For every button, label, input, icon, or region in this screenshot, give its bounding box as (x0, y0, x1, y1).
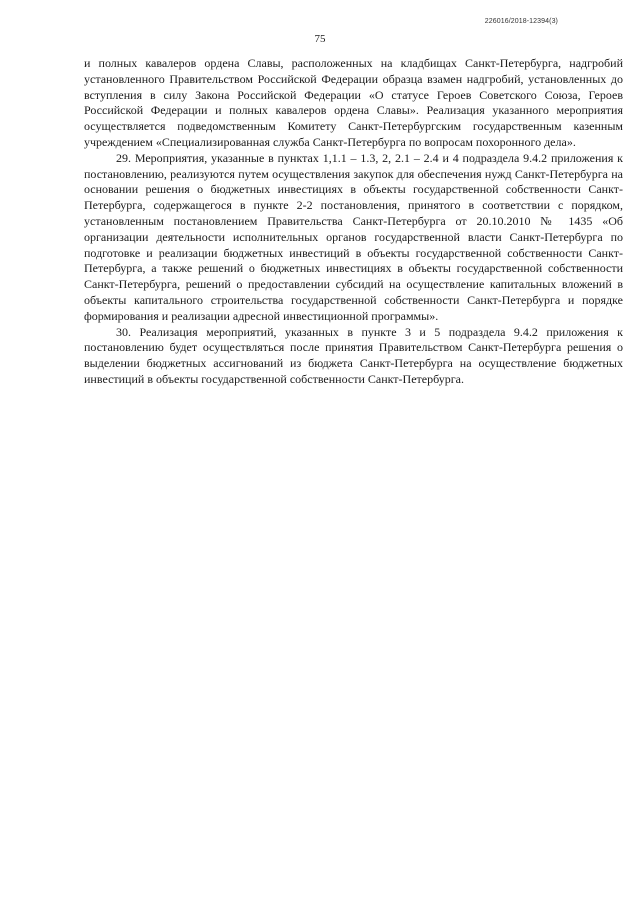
document-body (84, 56, 623, 388)
paragraph-continuation: и полных кавалеров ордена Славы, расположенных на кладбищах Санкт-Петербурга, надгробий установленного Правительством Российской Федерации образца взамен надгробий, установленных до вступления в силу Закона Российской Федерации «О статусе Героев Советского Союза, Героев Российской Федерации и полных кавалеров ордена Славы». Реализация указанного мероприятия осуществляется подведомственным Комитету Санкт-Петербургским государственным казенным учреждением «Специализированная служба Санкт-Петербурга по вопросам похоронного дела». (84, 56, 623, 149)
paragraph-29: 29. Мероприятия, указанные в пунктах 1,1.1 – 1.3, 2, 2.1 – 2.4 и 4 подраздела 9.4.2 приложения к постановлению, реализуются путем осуществления закупок для обеспечения нужд Санкт-Петербурга на основании решения о бюджетных инвестициях в объекты государственной собственности Санкт-Петербурга, содержащегося в пункте 2-2 постановления, принятого в соответствии с порядком, установленным постановлением Правительства Санкт-Петербурга от 20.10.2010 № 1435 «Об организации деятельности исполнительных органов государственной власти Санкт-Петербурга по подготовке и реализации бюджетных инвестиций в объекты государственной собственности Санкт-Петербурга, а также решений о бюджетных инвестициях в объекты государственной собственности Санкт-Петербурга, решений о предоставлении субсидий на осуществление капитальных вложений в объекты капитального строительства государственной собственности Санкт-Петербурга и порядке формирования и реализации адресной инвестиционной программы». (84, 150, 623, 323)
paragraph-30: 30. Реализация мероприятий, указанных в пункте 3 и 5 подраздела 9.4.2 приложения к постановлению будет осуществляться после принятия Правительством Санкт-Петербурга решения о выделении бюджетных ассигнований из бюджета Санкт-Петербурга на осуществление бюджетных инвестиций в объекты государственной собственности Санкт-Петербурга. (84, 324, 623, 386)
document-id: 226016/2018-12394(3) (484, 18, 558, 25)
page-number: 75 (314, 33, 326, 45)
